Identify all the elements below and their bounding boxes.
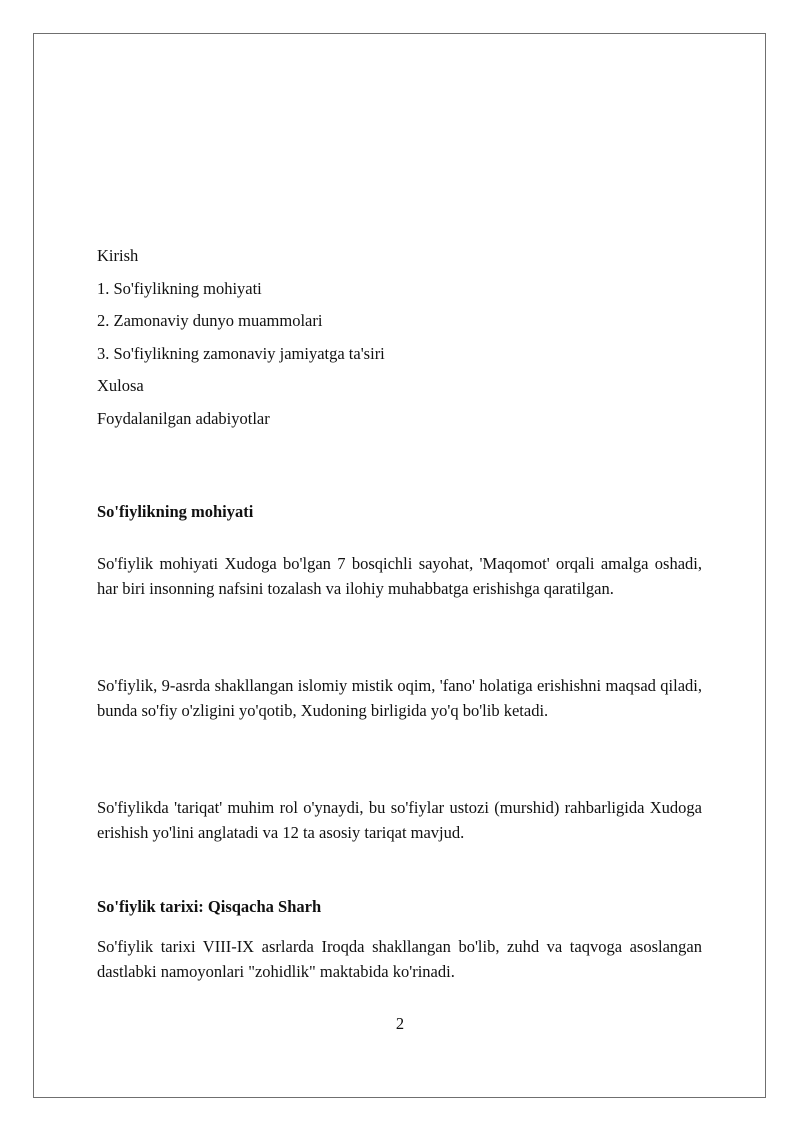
paragraph-maqomot: So'fiylik mohiyati Xudoga bo'lgan 7 bosqichli sayohat, 'Maqomot' orqali amalga oshadi, har biri insonning nafsini tozalash va ilohiy muhabbatga erishishga qaratilgan. xyxy=(97,554,702,598)
toc-item-chapter-3: 3. So'fiylikning zamonaviy jamiyatga ta'siri xyxy=(97,343,385,363)
toc-item-chapter-1: 1. So'fiylikning mohiyati xyxy=(97,278,262,298)
section-heading-history: So'fiylik tarixi: Qisqacha Sharh xyxy=(97,897,322,916)
section-heading-essence: So'fiylikning mohiyati xyxy=(97,502,254,521)
toc-item-chapter-2: 2. Zamonaviy dunyo muammolari xyxy=(97,311,323,330)
paragraph-tariqat: So'fiylikda 'tariqat' muhim rol o'ynaydi, bu so'fiylar ustozi (murshid) rahbarligida Xudoga erishish yo'lini anglatadi va 12 ta asosiy tariqat mavjud. xyxy=(97,798,702,842)
paragraph-history: So'fiylik tarixi VIII-IX asrlarda Iroqda shakllangan bo'lib, zuhd va taqvoga asoslangan dastlabki namoyonlari "zohidlik" maktabida ko'rinadi. xyxy=(97,937,702,981)
toc-item-conclusion: Xulosa xyxy=(97,376,144,395)
toc-item-references: Foydalanilgan adabiyotlar xyxy=(97,408,270,428)
paragraph-fano: So'fiylik, 9-asrda shakllangan islomiy mistik oqim, 'fano' holatiga erishishni maqsad qiladi, bunda so'fiy o'zligini yo'qotib, Xudoning birligida yo'q bo'lib ketadi. xyxy=(97,676,702,720)
page-number: 2 xyxy=(395,1014,405,1033)
table-of-contents xyxy=(97,240,702,435)
toc-item-intro: Kirish xyxy=(97,246,139,265)
